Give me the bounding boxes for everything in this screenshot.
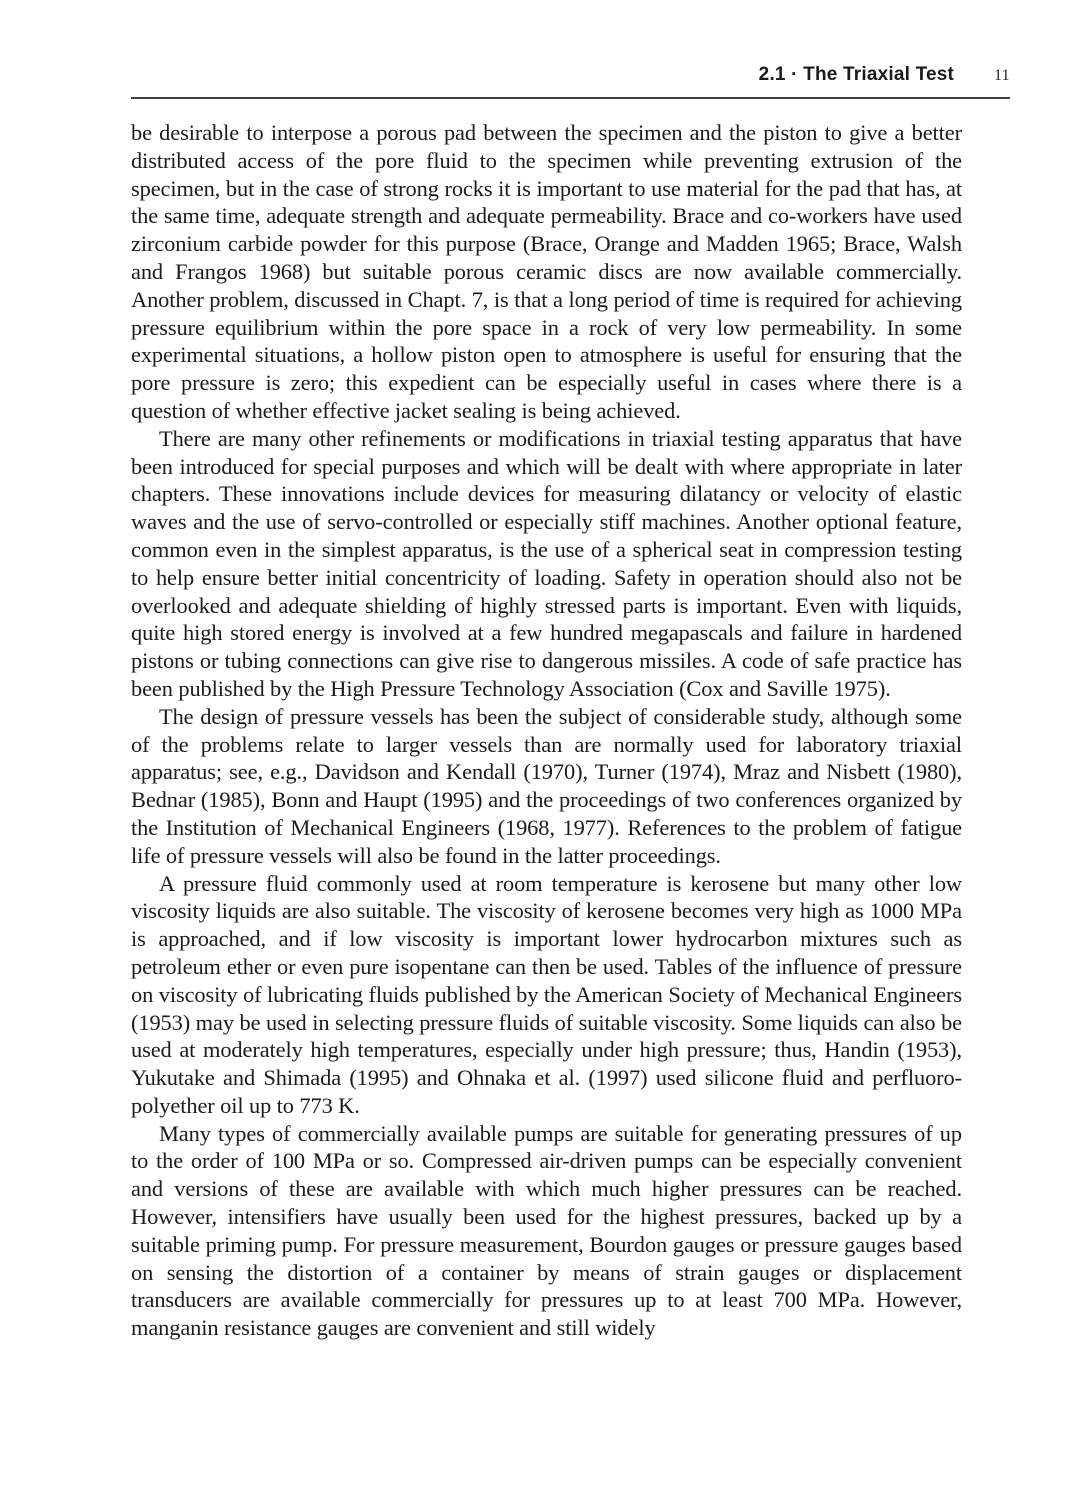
page-number: 11 [994, 67, 1010, 84]
section-title: 2.1 · The Triaxial Test [758, 64, 955, 85]
body-text-column [131, 119, 962, 1342]
paragraph-pressure-fluids: A pressure fluid commonly used at room temperature is kerosene but many other low viscosity liquids are also suitable. The viscosity of kerosene becomes very high as 1000 MPa is approached, and if low viscosity is important lower hydrocarbon mixtures such as petroleum ether or even pure isopentane can then be used. Tables of the influence of pressure on viscosity of lubricating fluids published by the American Society of Mechanical Engineers (1953) may be used in selecting pressure fluids of suitable viscosity. Some liquids can also be used at moderately high temperatures, especially under high pressure; thus, Handin (1953), Yukutake and Shimada (1995) and Ohnaka et al. (1997) used silicone fluid and perfluoro-polyether oil up to 773 K. [131, 870, 962, 1118]
paragraph-pressure-vessels: The design of pressure vessels has been the subject of considerable study, although some of the problems relate to larger vessels than are normally used for laboratory triaxial apparatus; see, e.g., Davidson and Kendall (1970), Turner (1974), Mraz and Nisbett (1980), Bednar (1985), Bonn and Haupt (1995) and the proceedings of two conferences organized by the Institution of Mechanical Engineers (1968, 1977). References to the problem of fatigue life of pressure vessels will also be found in the latter proceedings. [131, 703, 962, 868]
paragraph-pumps: Many types of commercially available pumps are suitable for generating pressures of up to the order of 100 MPa or so. Compressed air-driven pumps can be especially convenient and versions of these are available with which much higher pressures can be reached. However, intensifiers have usually been used for the highest pressures, backed up by a suitable priming pump. For pressure measurement, Bourdon gauges or pressure gauges based on sensing the distortion of a container by means of strain gauges or displacement transducers are available commercially for pressures up to at least 700 MPa. However, manganin resistance gauges are convenient and still widely [131, 1120, 962, 1341]
running-header [131, 64, 1010, 86]
paragraph-continuation: be desirable to interpose a porous pad between the specimen and the piston to give a better distributed access of the pore fluid to the specimen while preventing extrusion of the specimen, but in the case of strong rocks it is important to use material for the pad that has, at the same time, adequate strength and adequate permeability. Brace and co-workers have used zirconium carbide powder for this purpose (Brace, Orange and Madden 1965; Brace, Walsh and Frangos 1968) but suitable porous ceramic discs are now available commercially. Another problem, discussed in Chapt. 7, is that a long period of time is required for achieving pressure equilibrium within the pore space in a rock of very low permeability. In some experimental situations, a hollow piston open to atmosphere is useful for ensuring that the pore pressure is zero; this expedient can be especially useful in cases where there is a question of whether effective jacket sealing is being achieved. [131, 120, 962, 423]
header-rule [131, 97, 1010, 99]
paragraph-refinements: There are many other refinements or modifications in triaxial testing apparatus that have been introduced for special purposes and which will be dealt with where appropriate in later chapters. These innovations include devices for measuring dilatancy or velocity of elastic waves and the use of servo-controlled or especially stiff machines. Another optional feature, common even in the simplest apparatus, is the use of a spherical seat in compression testing to help ensure better initial concentricity of loading. Safety in operation should also not be overlooked and adequate shielding of highly stressed parts is important. Even with liquids, quite high stored energy is involved at a few hundred megapascals and failure in hardened pistons or tubing connections can give rise to dangerous missiles. A code of safe practice has been published by the High Pressure Technology Association (Cox and Saville 1975). [131, 425, 962, 701]
